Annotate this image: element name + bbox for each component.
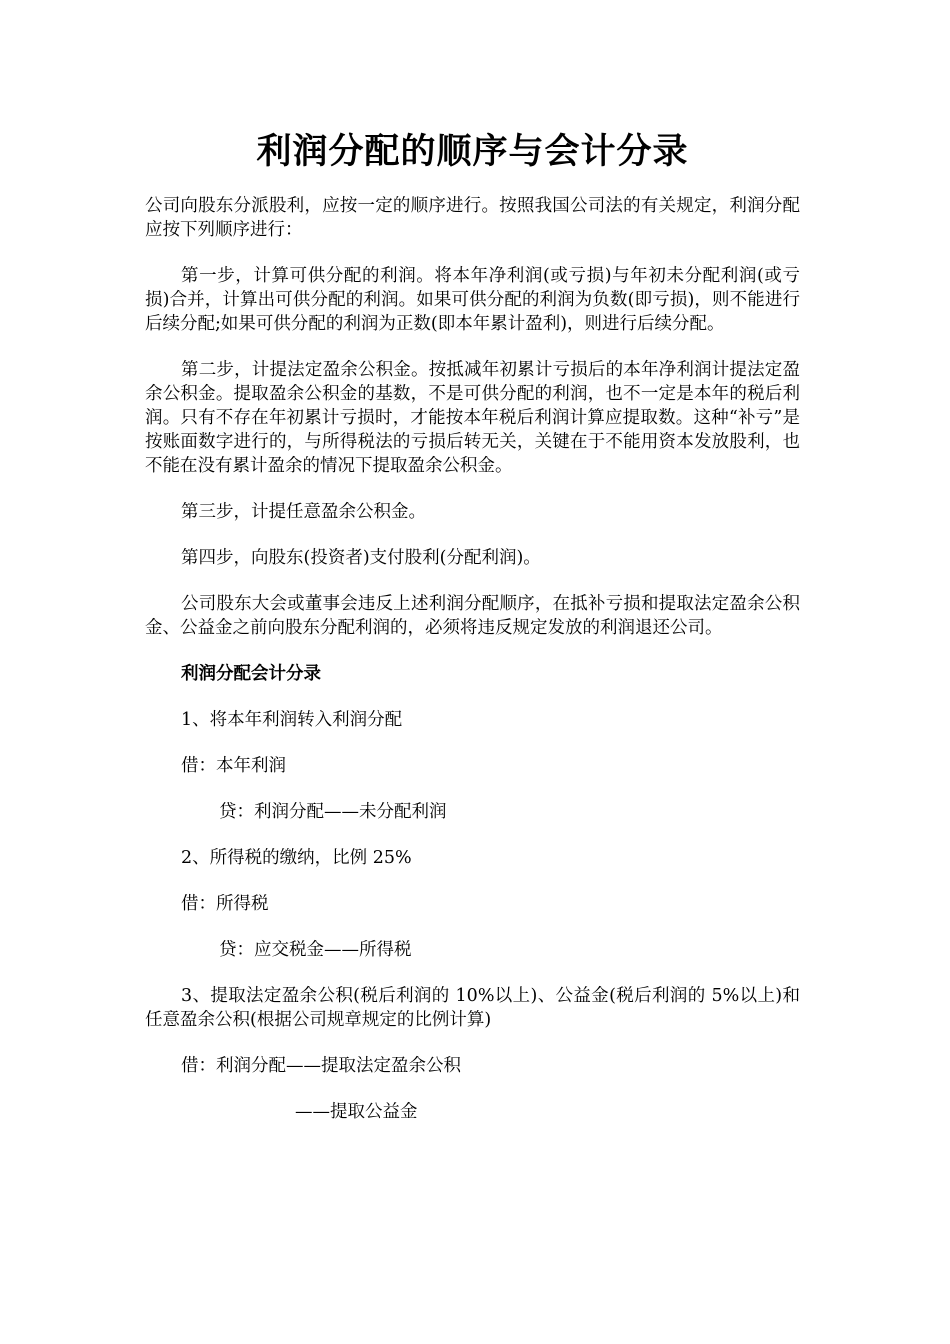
document-title: 利润分配的顺序与会计分录 [256, 131, 689, 172]
step2-paragraph: 第二步，计提法定盈余公积金。按抵减年初累计亏损后的本年净利润计提法定盈余公积金。提取盈余公积金的基数，不是可供分配的利润，也不一定是本年的税后利润。只有不存在年初累计亏损时，才能按本年税后利润计算应提取数。这种“补亏”是按账面数字进行的，与所得税法的亏损后转无关，关键在于不能用资本发放股利，也不能在没有累计盈余的情况下提取盈余公积金。 [145, 360, 800, 476]
entry2-title: 2、所得税的缴纳，比例 25% [181, 848, 412, 868]
step4-paragraph: 第四步，向股东(投资者)支付股利(分配利润)。 [181, 548, 541, 568]
entry3-debit: 借：利润分配——提取法定盈余公积 [181, 1056, 461, 1076]
entry1-credit: 贷：利润分配——未分配利润 [219, 802, 447, 822]
entry3-title: 3、提取法定盈余公积(税后利润的 10%以上)、公益金(税后利润的 5%以上)和任意盈余公积(根据公司规章规定的比例计算) [145, 986, 800, 1030]
entry1-title: 1、将本年利润转入利润分配 [181, 710, 403, 730]
violation-paragraph: 公司股东大会或董事会违反上述利润分配顺序，在抵补亏损和提取法定盈余公积金、公益金之前向股东分配利润的，必须将违反规定发放的利润退还公司。 [145, 594, 800, 638]
section-heading: 利润分配会计分录 [181, 664, 321, 684]
document-page [145, 128, 800, 1146]
entry2-credit: 贷：应交税金——所得税 [219, 940, 412, 960]
intro-paragraph: 公司向股东分派股利，应按一定的顺序进行。按照我国公司法的有关规定，利润分配应按下列顺序进行： [145, 196, 800, 240]
entry3-debit-continued: ——提取公益金 [295, 1102, 418, 1122]
step3-paragraph: 第三步，计提任意盈余公积金。 [181, 502, 426, 522]
entry1-debit: 借：本年利润 [181, 756, 286, 776]
entry2-debit: 借：所得税 [181, 894, 269, 914]
step1-paragraph: 第一步，计算可供分配的利润。将本年净利润(或亏损)与年初未分配利润(或亏损)合并，计算出可供分配的利润。如果可供分配的利润为负数(即亏损)，则不能进行后续分配;如果可供分配的利润为正数(即本年累计盈利)，则进行后续分配。 [145, 266, 800, 334]
